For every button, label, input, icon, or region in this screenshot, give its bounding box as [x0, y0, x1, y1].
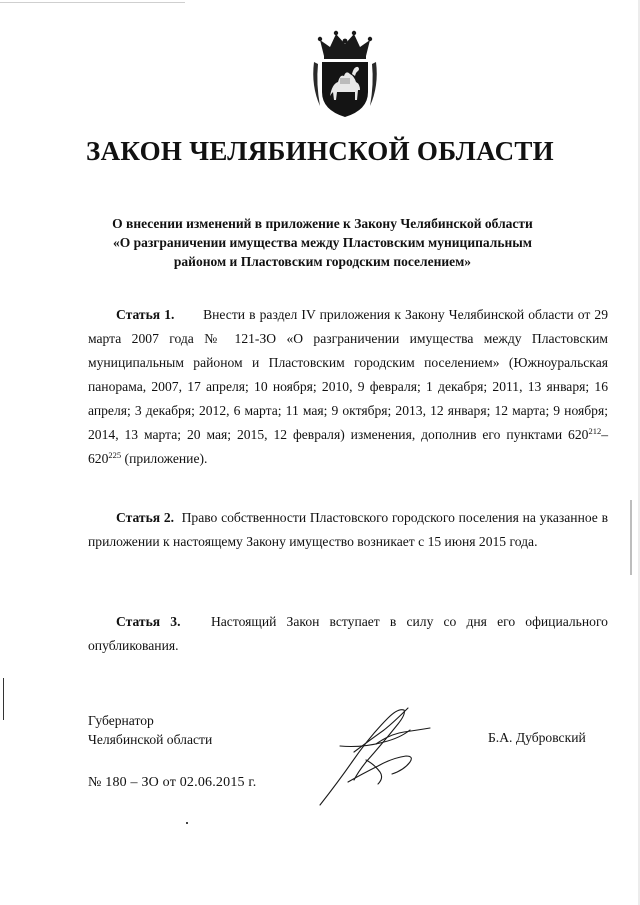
- governor-position: [88, 711, 212, 749]
- subtitle-line: О внесении изменений в приложение к Закону Челябинской области: [112, 216, 533, 231]
- article-text: Внести в раздел IV приложения к Закону Челябинской области от 29 марта 2007 года № 121-ЗО «О разграничении имущества между Пластовским муниципальным районом и Пластовским городским поселением» (Южноуральская панорама, 2007, 17 апреля; 10 ноября; 2010, 9 февраля; 1 декабря; 2011, 13 января; 16 апреля; 3 декабря; 2012, 6 марта; 11 мая; 9 октября; 2013, 12 января; 12 марта; 9 ноября; 2014, 13 марта; 20 мая; 2015, 12 февраля) изменения, дополнив его пунктами 620: [88, 307, 608, 442]
- scan-dot: [186, 822, 188, 824]
- article-label: Статья 2.: [116, 510, 175, 525]
- chelyabinsk-coat-of-arms-icon: [310, 26, 380, 120]
- superscript: 225: [108, 450, 122, 460]
- article-2: [88, 506, 608, 554]
- scan-edge-mark: [630, 500, 632, 575]
- superscript: 212: [588, 426, 602, 436]
- article-label: Статья 1.: [116, 307, 175, 322]
- subtitle-line: районом и Пластовским городским поселением»: [173, 254, 472, 269]
- position-line: Челябинской области: [88, 732, 213, 747]
- article-label: Статья 3.: [116, 614, 181, 629]
- handwritten-signature-icon: [318, 700, 433, 810]
- scan-edge-mark: [0, 2, 185, 3]
- article-text: –620: [88, 427, 608, 466]
- scan-edge-mark: [3, 678, 4, 720]
- article-1: [88, 303, 608, 471]
- article-text: Настоящий Закон вступает в силу со дня его официального опубликования.: [88, 614, 608, 653]
- governor-name: Б.А. Дубровский: [488, 730, 586, 745]
- document-subtitle: [95, 214, 550, 271]
- law-number: № 180 – ЗО от 02.06.2015 г.: [88, 775, 257, 790]
- subtitle-line: «О разграничении имущества между Пластовским муниципальным: [112, 235, 532, 250]
- document-title: ЗАКОН ЧЕЛЯБИНСКОЙ ОБЛАСТИ: [86, 136, 554, 166]
- article-text: (приложение).: [121, 451, 208, 466]
- article-text: Право собственности Пластовского городского поселения на указанное в приложении к настоящему Закону имущество возникает с 15 июня 2015 года.: [88, 510, 609, 549]
- article-3: [88, 610, 608, 658]
- position-line: Губернатор: [88, 713, 154, 728]
